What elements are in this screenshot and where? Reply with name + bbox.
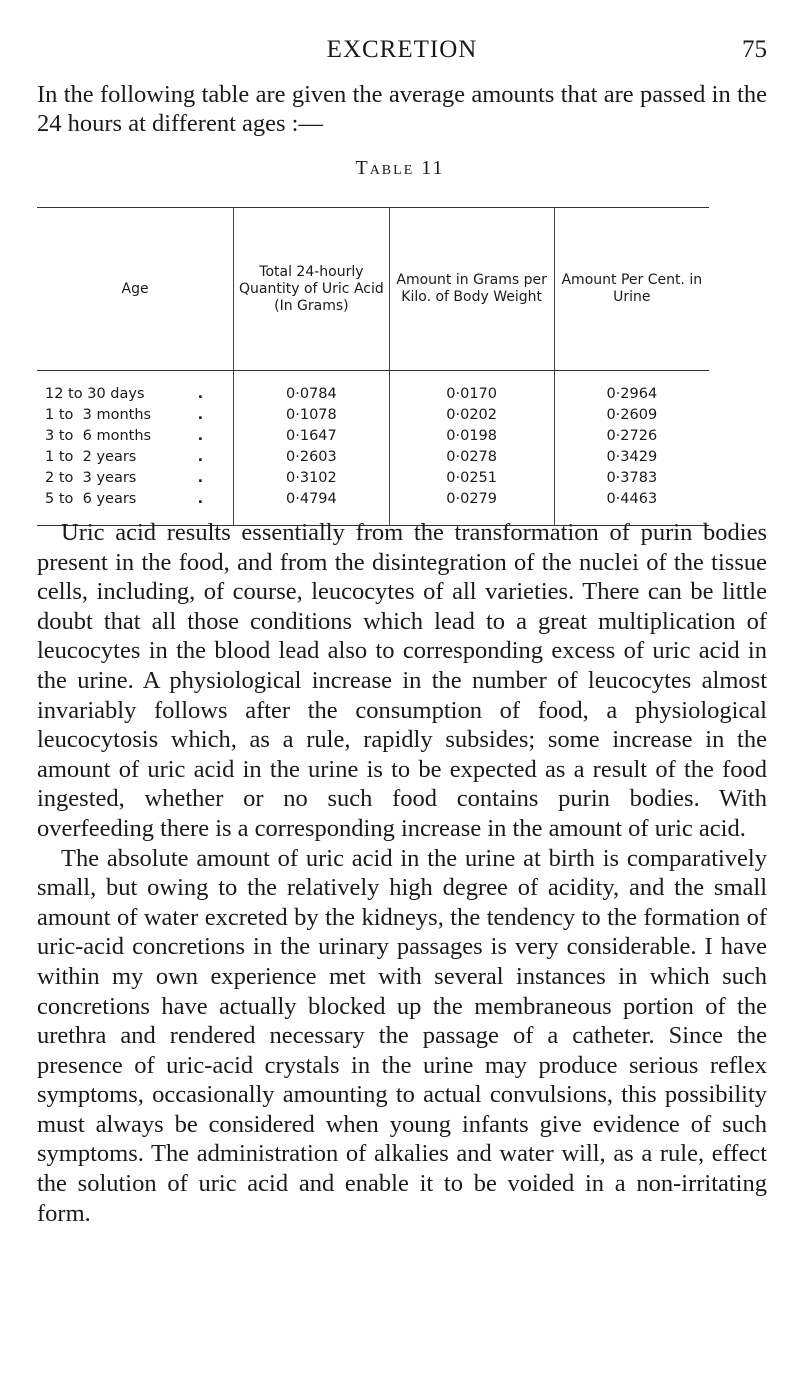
age-cell: 12 to 30 days	[45, 385, 145, 402]
table-header-row	[37, 208, 709, 371]
total-cell: 0·1078	[234, 404, 390, 425]
table-title: Table 11	[355, 157, 445, 179]
page-number: 75	[742, 36, 767, 63]
per-kilo-cell: 0·0278	[389, 446, 554, 467]
column-header-per-cent: Amount Per Cent. in Urine	[554, 208, 709, 371]
per-cent-cell: 0·3783	[554, 467, 709, 488]
per-cent-cell: 0·3429	[554, 446, 709, 467]
table-row: 12 to 30 days . 0·0784 0·0170 0·2964	[37, 371, 709, 405]
running-head: EXCRETION	[326, 36, 478, 63]
table-row: 2 to 3 years . 0·3102 0·0251 0·3783	[37, 467, 709, 488]
total-cell: 0·2603	[234, 446, 390, 467]
table-row: 5 to 6 years . 0·4794 0·0279 0·4463	[37, 488, 709, 526]
table-row: 1 to 2 years . 0·2603 0·0278 0·3429	[37, 446, 709, 467]
intro-paragraph: In the following table are given the average amounts that are passed in the 24 hours at different ages :—	[37, 81, 767, 137]
page-header	[37, 36, 767, 68]
per-kilo-cell: 0·0279	[389, 488, 554, 526]
per-cent-cell: 0·2726	[554, 425, 709, 446]
table-row: 3 to 6 months . 0·1647 0·0198 0·2726	[37, 425, 709, 446]
total-cell: 0·1647	[234, 425, 390, 446]
per-kilo-cell: 0·0251	[389, 467, 554, 488]
per-cent-cell: 0·2609	[554, 404, 709, 425]
age-cell: 5 to 6 years	[45, 490, 137, 507]
per-kilo-cell: 0·0170	[389, 371, 554, 405]
total-cell: 0·0784	[234, 371, 390, 405]
paragraph: The absolute amount of uric acid in the urine at birth is comparatively small, but owing to the relatively high degree of acidity, and the small amount of water excreted by the kidneys, the tendency to the formation of uric-acid concretions in the urinary passages is very considerable. I have within my own experience met with several instances in which such concretions have actually blocked up the membraneous portion of the urethra and rendered necessary the passage of a catheter. Since the presence of uric-acid crystals in the urine may produce serious reflex symptoms, occasionally amounting to actual convulsions, this possibility must always be considered when young infants give evidence of such symptoms. The administration of alkalies and water will, as a rule, effect the solution of uric acid and enable it to be voided in a non-irritating form.	[37, 844, 767, 1227]
column-header-per-kilo: Amount in Grams per Kilo. of Body Weight	[389, 208, 554, 371]
age-cell: 2 to 3 years	[45, 469, 137, 486]
total-cell: 0·3102	[234, 467, 390, 488]
paragraph: Uric acid results essentially from the transformation of purin bodies present in the food, and from the disintegration of the nuclei of the tissue cells, including, of course, leucocytes of all varieties. There can be little doubt that all those conditions which lead to a great multiplication of leucocytes in the blood lead also to corresponding excess of uric acid in the urine. A physiological increase in the number of leucocytes almost invariably follows after the consumption of food, a physiological leucocytosis which, as a rule, rapidly subsides; some increase in the amount of uric acid in the urine is to be expected as a result of the food ingested, whether or no such food contains purin bodies. With overfeeding there is a corresponding increase in the amount of uric acid.	[37, 519, 767, 842]
table-row: 1 to 3 months . 0·1078 0·0202 0·2609	[37, 404, 709, 425]
age-cell: 1 to 2 years	[45, 448, 137, 465]
per-kilo-cell: 0·0202	[389, 404, 554, 425]
uric-acid-table	[37, 207, 709, 526]
per-cent-cell: 0·4463	[554, 488, 709, 526]
column-header-age: Age	[37, 208, 234, 371]
column-header-total: Total 24-hourly Quantity of Uric Acid (In Grams)	[234, 208, 390, 371]
age-cell: 3 to 6 months	[45, 427, 152, 444]
total-cell: 0·4794	[234, 488, 390, 526]
per-kilo-cell: 0·0198	[389, 425, 554, 446]
age-cell: 1 to 3 months	[45, 406, 152, 423]
per-cent-cell: 0·2964	[554, 371, 709, 405]
body-text	[37, 518, 767, 1228]
